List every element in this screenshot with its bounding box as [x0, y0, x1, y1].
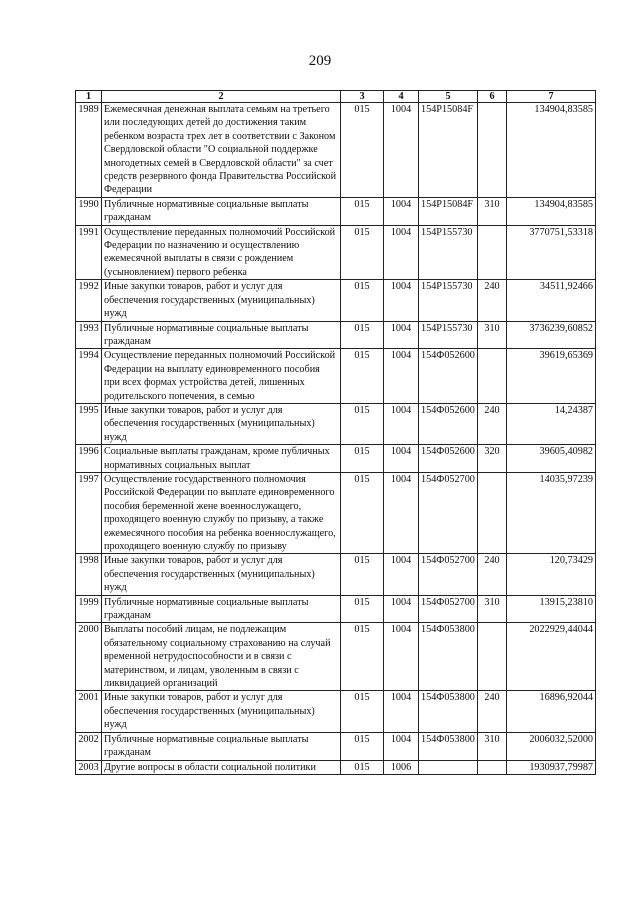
table-row — [76, 321, 596, 349]
row-amount: 34511,92466 — [507, 280, 596, 321]
row-name: Иные закупки товаров, работ и услуг для обеспечения государственных (муниципальных) нужд — [102, 554, 341, 595]
row-target: 154Ф052700 — [419, 472, 478, 553]
row-name: Осуществление переданных полномочий Российской Федерации по назначению и осуществлению ежемесячной выплаты в связи с рождением (усыновлением) первого ребенка — [102, 225, 341, 280]
row-section: 1004 — [384, 197, 419, 225]
row-number: 2003 — [76, 760, 102, 774]
row-code: 015 — [341, 321, 384, 349]
row-number: 1994 — [76, 349, 102, 404]
row-target: 154Ф052600 — [419, 403, 478, 444]
row-section: 1004 — [384, 691, 419, 732]
row-code: 015 — [341, 103, 384, 198]
table-row — [76, 225, 596, 280]
row-type: 310 — [478, 732, 507, 760]
row-section: 1004 — [384, 554, 419, 595]
table-row — [76, 760, 596, 774]
row-target: 154Ф053800 — [419, 732, 478, 760]
row-type: 240 — [478, 691, 507, 732]
row-name: Осуществление государственного полномочия Российской Федерации по выплате единовременного пособия беременной жене военнослужащего, проходящего военную службу по призыву, а также ежемесячного пособия на ребенка военнослужащего, проходящего военную службу по призыву — [102, 472, 341, 553]
table-row — [76, 403, 596, 444]
row-amount: 13915,23810 — [507, 595, 596, 623]
row-code: 015 — [341, 691, 384, 732]
table-body — [76, 103, 596, 775]
row-amount: 3770751,53318 — [507, 225, 596, 280]
row-number: 1996 — [76, 445, 102, 473]
row-name: Выплаты пособий лицам, не подлежащим обязательному социальному страхованию на случай временной нетрудоспособности и в связи с материнством, и лицам, уволенным в связи с ликвидацией организаций — [102, 623, 341, 691]
row-type — [478, 623, 507, 691]
row-number: 1989 — [76, 103, 102, 198]
table-row — [76, 280, 596, 321]
header-row — [76, 91, 596, 103]
table-row — [76, 445, 596, 473]
row-code: 015 — [341, 732, 384, 760]
row-name: Публичные нормативные социальные выплаты гражданам — [102, 595, 341, 623]
row-code: 015 — [341, 760, 384, 774]
row-section: 1004 — [384, 445, 419, 473]
row-code: 015 — [341, 197, 384, 225]
table-row — [76, 103, 596, 198]
row-code: 015 — [341, 595, 384, 623]
table-header — [76, 91, 596, 103]
row-name: Иные закупки товаров, работ и услуг для обеспечения государственных (муниципальных) нужд — [102, 403, 341, 444]
row-number: 2002 — [76, 732, 102, 760]
row-section: 1004 — [384, 225, 419, 280]
row-name: Ежемесячная денежная выплата семьям на третьего или последующих детей до достижения таким ребенком возраста трех лет в соответствии с Законом Свердловской области "О социальной поддержке многодетных семей в Свердловской области" за счет средств резервного фонда Правительства Российской Федерации — [102, 103, 341, 198]
row-amount: 134904,83585 — [507, 197, 596, 225]
row-number: 1990 — [76, 197, 102, 225]
row-section: 1004 — [384, 623, 419, 691]
row-number: 1997 — [76, 472, 102, 553]
row-target: 154Ф053800 — [419, 691, 478, 732]
table-row — [76, 197, 596, 225]
row-target: 154P155730 — [419, 225, 478, 280]
row-section: 1004 — [384, 103, 419, 198]
row-name: Публичные нормативные социальные выплаты гражданам — [102, 197, 341, 225]
row-section: 1004 — [384, 280, 419, 321]
row-type — [478, 472, 507, 553]
row-section: 1004 — [384, 595, 419, 623]
row-section: 1004 — [384, 349, 419, 404]
table-row — [76, 623, 596, 691]
row-amount: 39619,65369 — [507, 349, 596, 404]
row-target: 154P15084F — [419, 197, 478, 225]
row-section: 1004 — [384, 732, 419, 760]
row-target: 154Ф052600 — [419, 349, 478, 404]
row-amount: 3736239,60852 — [507, 321, 596, 349]
row-target — [419, 760, 478, 774]
row-type: 240 — [478, 280, 507, 321]
row-type: 240 — [478, 554, 507, 595]
row-type — [478, 760, 507, 774]
row-type: 310 — [478, 595, 507, 623]
row-number: 2000 — [76, 623, 102, 691]
row-amount: 16896,92044 — [507, 691, 596, 732]
row-amount: 120,73429 — [507, 554, 596, 595]
row-name: Другие вопросы в области социальной политики — [102, 760, 341, 774]
column-header-6: 6 — [478, 91, 507, 103]
row-target: 154P15084F — [419, 103, 478, 198]
column-header-4: 4 — [384, 91, 419, 103]
row-name: Осуществление переданных полномочий Российской Федерации на выплату единовременного пособия при всех формах устройства детей, лишенных родительского попечения, в семью — [102, 349, 341, 404]
row-target: 154Ф052700 — [419, 595, 478, 623]
table-row — [76, 691, 596, 732]
table-row — [76, 732, 596, 760]
row-amount: 14035,97239 — [507, 472, 596, 553]
row-number: 1998 — [76, 554, 102, 595]
row-section: 1006 — [384, 760, 419, 774]
row-type — [478, 225, 507, 280]
column-header-3: 3 — [341, 91, 384, 103]
row-type — [478, 103, 507, 198]
row-amount: 1930937,79987 — [507, 760, 596, 774]
row-target: 154Ф052600 — [419, 445, 478, 473]
row-name: Публичные нормативные социальные выплаты гражданам — [102, 321, 341, 349]
row-target: 154P155730 — [419, 280, 478, 321]
row-section: 1004 — [384, 321, 419, 349]
page-number: 209 — [308, 53, 332, 69]
column-header-7: 7 — [507, 91, 596, 103]
row-code: 015 — [341, 445, 384, 473]
column-header-1: 1 — [76, 91, 102, 103]
row-number: 1995 — [76, 403, 102, 444]
table-row — [76, 349, 596, 404]
row-amount: 2006032,52000 — [507, 732, 596, 760]
row-number: 1999 — [76, 595, 102, 623]
row-section: 1004 — [384, 403, 419, 444]
row-amount: 134904,83585 — [507, 103, 596, 198]
row-type: 320 — [478, 445, 507, 473]
budget-table — [75, 90, 596, 775]
row-type: 310 — [478, 321, 507, 349]
table-row — [76, 472, 596, 553]
row-target: 154Ф052700 — [419, 554, 478, 595]
row-code: 015 — [341, 280, 384, 321]
row-code: 015 — [341, 403, 384, 444]
row-type — [478, 349, 507, 404]
row-code: 015 — [341, 225, 384, 280]
column-header-5: 5 — [419, 91, 478, 103]
row-name: Иные закупки товаров, работ и услуг для обеспечения государственных (муниципальных) нужд — [102, 691, 341, 732]
row-name: Публичные нормативные социальные выплаты гражданам — [102, 732, 341, 760]
row-target: 154P155730 — [419, 321, 478, 349]
row-number: 1992 — [76, 280, 102, 321]
row-code: 015 — [341, 623, 384, 691]
row-amount: 2022929,44044 — [507, 623, 596, 691]
table-row — [76, 595, 596, 623]
column-header-2: 2 — [102, 91, 341, 103]
row-section: 1004 — [384, 472, 419, 553]
row-amount: 39605,40982 — [507, 445, 596, 473]
row-code: 015 — [341, 554, 384, 595]
row-code: 015 — [341, 472, 384, 553]
row-target: 154Ф053800 — [419, 623, 478, 691]
row-type: 310 — [478, 197, 507, 225]
row-amount: 14,24387 — [507, 403, 596, 444]
table-row — [76, 554, 596, 595]
row-number: 2001 — [76, 691, 102, 732]
row-number: 1991 — [76, 225, 102, 280]
row-name: Иные закупки товаров, работ и услуг для обеспечения государственных (муниципальных) нужд — [102, 280, 341, 321]
row-number: 1993 — [76, 321, 102, 349]
row-code: 015 — [341, 349, 384, 404]
row-type: 240 — [478, 403, 507, 444]
row-name: Социальные выплаты гражданам, кроме публичных нормативных социальных выплат — [102, 445, 341, 473]
